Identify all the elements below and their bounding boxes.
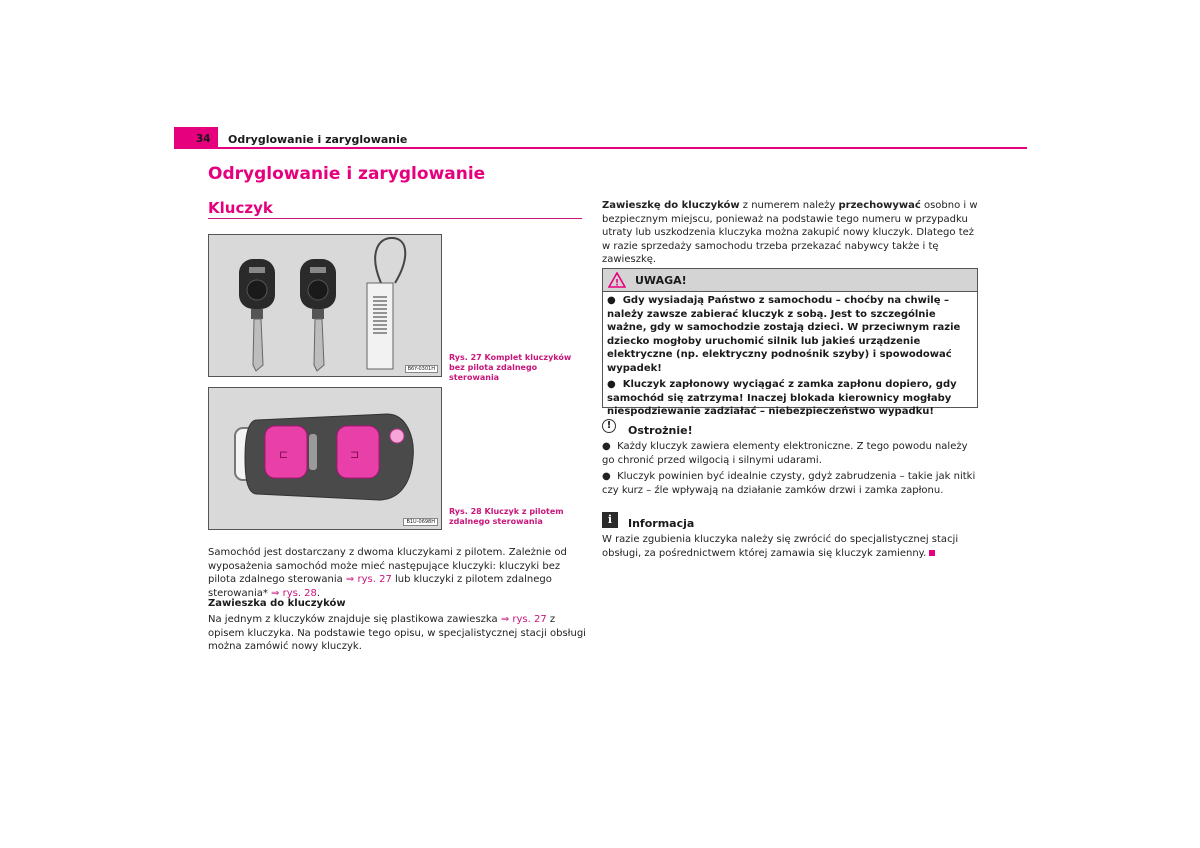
warning-body <box>607 294 972 422</box>
end-of-section-marker <box>929 550 935 556</box>
figure-28-caption: Rys. 28 Kluczyk z pilotem zdalnego sterowania <box>449 507 564 526</box>
section-rule <box>208 218 582 219</box>
caution-body <box>602 440 980 500</box>
figure-code: B1U-0698H <box>403 518 438 526</box>
warning-box <box>602 268 978 417</box>
intro-paragraph: Samochód jest dostarczany z dwoma kluczykami z pilotem. Zależnie od wyposażenia samochód może mieć następujące kluczyki: kluczyki bez pilota zdalnego sterowania ⇒ rys. 27 lub kluczyki z pilotem zdalnego sterowania* ⇒ rys. 28. <box>208 547 567 599</box>
info-body: W razie zgubienia kluczyka należy się zwrócić do specjalistycznej stacji obsługi, za pośrednictwem której zamawia się kluczyk zamienny. <box>602 534 959 559</box>
warning-triangle-icon <box>608 272 626 288</box>
remote-key-illustration <box>209 388 441 529</box>
svg-text:!: ! <box>614 278 620 288</box>
subheading-tag: Zawieszka do kluczyków <box>208 598 346 609</box>
figure-keys-without-remote <box>208 234 442 377</box>
info-icon: i <box>602 512 618 528</box>
caution-item: ● Kluczyk powinien być idealnie czysty, gdyż zabrudzenia – takie jak nitki czy kurz – źle wpływają na działanie zamków drzwi i zamka zapłonu. <box>602 471 976 496</box>
figure-28-link[interactable]: ⇒ rys. 28 <box>271 587 317 599</box>
tag-paragraph: Na jednym z kluczyków znajduje się plastikowa zawieszka ⇒ rys. 27 z opisem kluczyka. Na podstawie tego opisu, w specjalistycznej stacji obsługi można zamówić nowy kluczyk. <box>208 614 586 652</box>
keys-illustration <box>209 235 441 376</box>
svg-text:⊐: ⊐ <box>350 448 360 461</box>
warning-item: ● Gdy wysiadają Państwo z samochodu – choćby na chwilę – należy zawsze zabierać kluczyk z sobą. Jest to szczególnie ważne, gdy w samochodzie zostają dzieci. W przeciwnym razie dziecko mogłoby uruchomić silnik lub jakieś urządzenie elektryczne (np. elektryczny podnośnik szyby) i spowodować wypadek! <box>607 295 961 374</box>
running-title: Odryglowanie i zaryglowanie <box>228 133 408 146</box>
figure-key-with-remote <box>208 387 442 530</box>
warning-title: UWAGA! <box>635 274 687 287</box>
section-heading: Kluczyk <box>208 199 273 217</box>
caution-item: ● Każdy kluczyk zawiera elementy elektroniczne. Z tego powodu należy go chronić przed wilgocią i silnymi udarami. <box>602 441 968 466</box>
info-title: Informacja <box>628 517 695 530</box>
page-number: 34 <box>196 133 211 145</box>
figure-code: B6Y-0301H <box>405 365 438 373</box>
figure-27-link[interactable]: ⇒ rys. 27 <box>500 614 547 625</box>
caution-title: Ostrożnie! <box>628 424 693 437</box>
warning-header <box>603 269 977 292</box>
caution-icon: ! <box>602 419 616 433</box>
figure-27-link[interactable]: ⇒ rys. 27 <box>345 574 392 585</box>
svg-text:⊏: ⊏ <box>279 448 289 461</box>
tag-storage-paragraph: Zawieszkę do kluczyków z numerem należy przechowywać osobno i w bezpiecznym miejscu, ponieważ na podstawie tego numeru w przypadku utraty lub uszkodzenia kluczyka można zakupić nowy kluczyk. Dlatego też w razie sprzedaży samochodu trzeba przekazać nabywcy także i tę zawieszkę. <box>602 200 978 265</box>
header-rule <box>174 147 1027 149</box>
main-heading: Odryglowanie i zaryglowanie <box>208 164 486 184</box>
figure-27-caption: Rys. 27 Komplet kluczyków bez pilota zdalnego sterowania <box>449 353 572 382</box>
warning-item: ● Kluczyk zapłonowy wyciągać z zamka zapłonu dopiero, gdy samochód się zatrzyma! Inaczej blokada kierownicy mogłaby niespodziewanie zadziałać – niebezpieczeństwo wypadku! <box>607 379 957 417</box>
